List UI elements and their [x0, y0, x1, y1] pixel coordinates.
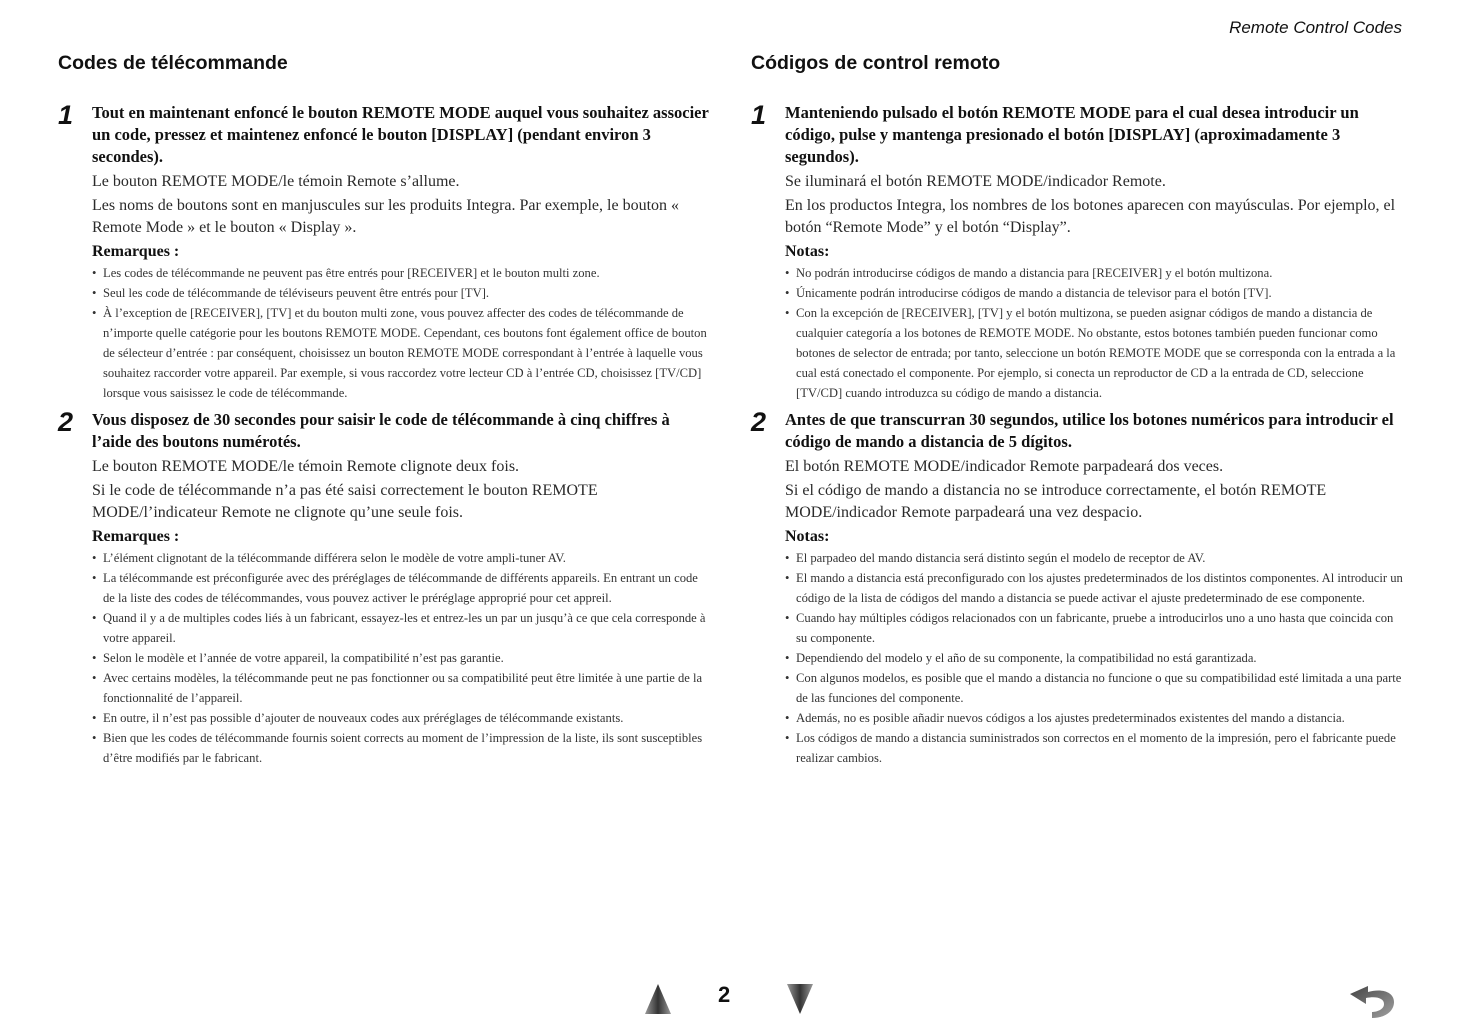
note-item: • Selon le modèle et l’année de votre appareil, la compatibilité n’est pas garantie.	[92, 648, 710, 668]
page-header-title: Remote Control Codes	[1229, 18, 1402, 37]
page-footer	[0, 980, 1458, 1020]
step-2	[751, 409, 1403, 768]
notes-list	[92, 548, 710, 768]
step-paragraph: Le bouton REMOTE MODE/le témoin Remote s’allume.	[92, 173, 460, 190]
note-item: • Los códigos de mando a distancia suministrados son correctos en el momento de la impresión, pero el fabricante puede realizar cambios.	[785, 728, 1403, 768]
notes-list	[785, 548, 1403, 768]
note-item: • Dependiendo del modelo y el año de su componente, la compatibilidad no está garantizada.	[785, 648, 1403, 668]
note-item: • En outre, il n’est pas possible d’ajouter de nouveaux codes aux préréglages de télécommande existants.	[92, 708, 710, 728]
notes-heading: Notas:	[785, 528, 830, 545]
step-number: 1	[58, 100, 74, 130]
step-paragraph: Le bouton REMOTE MODE/le témoin Remote clignote deux fois.	[92, 458, 520, 475]
step-paragraph: Si el código de mando a distancia no se introduce correctamente, el botón REMOTE MODE/indicador Remote parpadeará una vez despacio.	[785, 482, 1327, 521]
notes-list	[92, 263, 710, 403]
step-1	[751, 102, 1403, 403]
note-item: • À l’exception de [RECEIVER], [TV] et du bouton multi zone, vous pouvez affecter des codes de télécommande de n’importe quelle catégorie pour les boutons REMOTE MODE. Cependant, ces boutons font également office de bouton de sélecteur d’entrée : par conséquent, choisissez un bouton REMOTE MODE correspondant à l’entrée à laquelle vous souhaitez raccorder votre appareil. Par exemple, si vous raccordez votre lecteur CD à l’entrée CD, choisissez [TV/CD] lorsque vous saisissez le code de télécommande.	[92, 303, 710, 403]
note-item: • La télécommande est préconfigurée avec des préréglages de télécommande de différents appareils. En entrant un code de la liste des codes de télécommandes, vous pouvez activer le préréglage approprié pour cet appreil.	[92, 568, 710, 608]
step-number: 1	[751, 100, 767, 130]
notes-heading: Notas:	[785, 243, 830, 260]
previous-page-icon[interactable]	[645, 984, 671, 1019]
page-number: 2	[718, 982, 731, 1007]
note-item: • Además, no es posible añadir nuevos códigos a los ajustes predeterminados existentes del mando a distancia.	[785, 708, 1403, 728]
note-item: • Cuando hay múltiples códigos relacionados con un fabricante, pruebe a introducirlos uno a uno hasta que coincida con su componente.	[785, 608, 1403, 648]
french-section-title: Codes de télécommande	[58, 52, 288, 74]
step-paragraph: Les noms de boutons sont en manjuscules sur les produits Integra. Par exemple, le bouton « Remote Mode » et le bouton « Display ».	[92, 197, 680, 236]
step-1	[58, 102, 710, 403]
step-paragraph: Si le code de télécommande n’a pas été saisi correctement le bouton REMOTE MODE/l’indicateur Remote ne clignote qu’une seule fois.	[92, 482, 598, 521]
spanish-column	[751, 50, 1403, 774]
step-2	[58, 409, 710, 768]
step-paragraph: El botón REMOTE MODE/indicador Remote parpadeará dos veces.	[785, 458, 1224, 475]
note-item: • El mando a distancia está preconfigurado con los ajustes predeterminados de los distintos componentes. Al introducir un código de la lista de códigos del mando a distancia se puede activar el ajuste predeterminado de ese componente.	[785, 568, 1403, 608]
spanish-section-title: Códigos de control remoto	[751, 52, 1001, 74]
notes-heading: Remarques :	[92, 243, 180, 260]
note-item: • Con la excepción de [RECEIVER], [TV] y el botón multizona, se pueden asignar códigos de mando a distancia de cualquier categoría a los botones de REMOTE MODE. No obstante, estos botones también pueden funcionar como botones de selector de entrada; por tanto, seleccione un botón REMOTE MODE que se corresponda con la entrada a la cual está conectado el componente. Por ejemplo, si conecta un reproductor de CD a la entrada de CD, seleccione [TV/CD] cuando introduzca su código de mando a distancia.	[785, 303, 1403, 403]
note-item: • No podrán introducirse códigos de mando a distancia para [RECEIVER] y el botón multizona.	[785, 263, 1403, 283]
french-column	[58, 50, 710, 774]
step-heading: Manteniendo pulsado el botón REMOTE MODE para el cual desea introducir un código, pulse y mantenga presionado el botón [DISPLAY] (aproximadamente 3 segundos).	[785, 103, 1359, 166]
note-item: • Con algunos modelos, es posible que el mando a distancia no funcione o que su compatibilidad esté limitada a una parte de las funciones del componente.	[785, 668, 1403, 708]
step-number: 2	[58, 407, 74, 437]
notes-heading: Remarques :	[92, 528, 180, 545]
note-item: • Les codes de télécommande ne peuvent pas être entrés pour [RECEIVER] et le bouton multi zone.	[92, 263, 710, 283]
note-item: • El parpadeo del mando distancia será distinto según el modelo de receptor de AV.	[785, 548, 1403, 568]
step-heading: Tout en maintenant enfoncé le bouton REMOTE MODE auquel vous souhaitez associer un code, pressez et maintenez enfoncé le bouton [DISPLAY] (pendant environ 3 secondes).	[92, 103, 709, 166]
note-item: • Seul les code de télécommande de téléviseurs peuvent être entrés pour [TV].	[92, 283, 710, 303]
step-paragraph: En los productos Integra, los nombres de los botones aparecen con mayúsculas. Por ejemplo, el botón “Remote Mode” y el botón “Display”.	[785, 197, 1396, 236]
step-number: 2	[751, 407, 767, 437]
note-item: • Únicamente podrán introducirse códigos de mando a distancia de televisor para el botón [TV].	[785, 283, 1403, 303]
note-item: • Avec certains modèles, la télécommande peut ne pas fonctionner ou sa compatibilité peut être limitée à une partie de la fonctionnalité de l’appareil.	[92, 668, 710, 708]
note-item: • Quand il y a de multiples codes liés à un fabricant, essayez-les et entrez-les un par un jusqu’à ce que cela corresponde à votre appareil.	[92, 608, 710, 648]
return-icon[interactable]	[1348, 980, 1398, 1023]
note-item: • Bien que les codes de télécommande fournis soient corrects au moment de l’impression de la liste, ils sont susceptibles d’être modifiés par le fabricant.	[92, 728, 710, 768]
step-paragraph: Se iluminará el botón REMOTE MODE/indicador Remote.	[785, 173, 1166, 190]
step-heading: Vous disposez de 30 secondes pour saisir le code de télécommande à cinq chiffres à l’aide des boutons numérotés.	[92, 410, 670, 451]
step-heading: Antes de que transcurran 30 segundos, utilice los botones numéricos para introducir el código de mando a distancia de 5 dígitos.	[785, 410, 1394, 451]
notes-list	[785, 263, 1403, 403]
next-page-icon[interactable]	[787, 984, 813, 1019]
note-item: • L’élément clignotant de la télécommande différera selon le modèle de votre ampli-tuner AV.	[92, 548, 710, 568]
